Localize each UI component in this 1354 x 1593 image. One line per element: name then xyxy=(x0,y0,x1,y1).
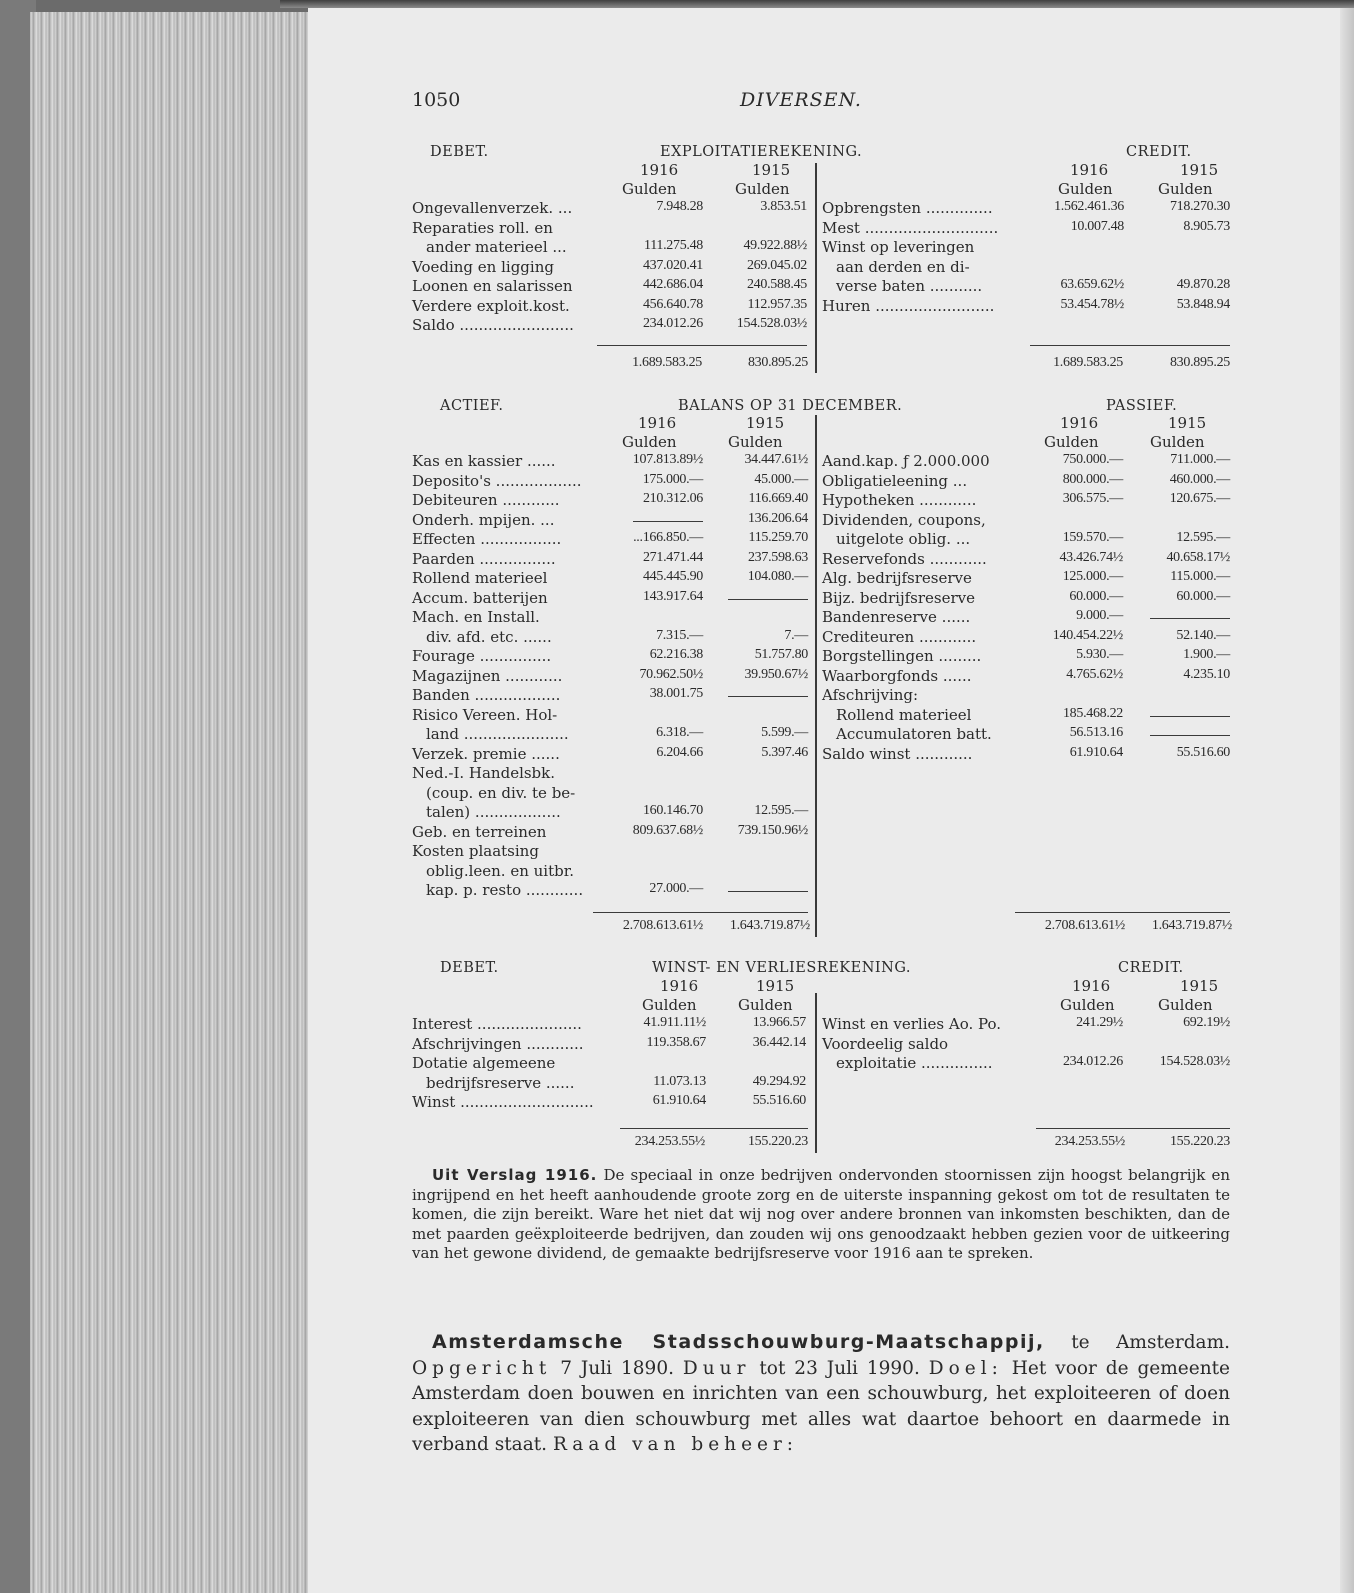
row-label: Ned.-I. Handelsbk. xyxy=(412,764,556,782)
value-1915: 5.397.46 xyxy=(761,744,808,760)
value-1916: 63.659.62½ xyxy=(1060,277,1124,292)
value-1915: 154.528.03½ xyxy=(736,316,807,331)
unit-right-1916: Gulden xyxy=(1060,996,1115,1014)
value-1915: 237.598.63 xyxy=(747,549,808,565)
row-label: Crediteuren ............ xyxy=(822,627,977,646)
opgericht-value: 7 Juli 1890. xyxy=(560,1357,674,1379)
value-1916: 53.454.78½ xyxy=(1060,296,1124,312)
value-1915: 718.270.30 xyxy=(1169,199,1230,214)
total-1915-left: 155.220.23 xyxy=(747,1134,808,1149)
value-1916: 1.562.461.36 xyxy=(1054,199,1124,214)
value-1915: 13.966.57 xyxy=(752,1015,806,1030)
page-stack-edges xyxy=(30,12,330,1593)
row-label: Deposito's .................. xyxy=(412,471,582,490)
raad-van-beheer-label: Raad van beheer: xyxy=(552,1434,799,1455)
row-label: Huren ......................... xyxy=(822,296,995,315)
value-1915: 7.— xyxy=(784,627,808,643)
value-1916: 43.426.74½ xyxy=(1059,549,1123,565)
value-1915: 460.000.— xyxy=(1169,471,1230,487)
year-1915-left: 1915 xyxy=(752,161,791,179)
actief-heading: ACTIEF. xyxy=(440,398,504,414)
row-label: Afschrijving: xyxy=(822,686,919,704)
value-1916: 234.012.26 xyxy=(642,316,703,331)
row-label: ander materieel ... xyxy=(426,238,567,256)
value-1915: 60.000.— xyxy=(1176,588,1230,604)
unit-left-1915: Gulden xyxy=(728,433,783,451)
value-1916: 9.000.— xyxy=(1076,608,1123,623)
unit-right-1915: Gulden xyxy=(1158,180,1213,198)
value-1915: 49.294.92 xyxy=(752,1073,806,1089)
value-1915: 739.150.96½ xyxy=(737,822,808,838)
section-title: BALANS OP 31 DECEMBER. xyxy=(678,398,903,414)
unit-right-1915: Gulden xyxy=(1158,996,1213,1014)
row-label: Accumulatoren batt. xyxy=(836,725,992,743)
unit-right-1915: Gulden xyxy=(1150,433,1205,451)
page-right-edge xyxy=(1340,8,1354,1593)
value-1916: 7.948.28 xyxy=(656,199,703,214)
year-1915-left: 1915 xyxy=(746,414,785,432)
value-1915: 112.957.35 xyxy=(747,296,807,312)
value-1916: 56.513.16 xyxy=(1069,725,1123,740)
value-1915: 53.848.94 xyxy=(1176,296,1230,312)
value-1915: 269.045.02 xyxy=(746,257,807,273)
unit-left-1915: Gulden xyxy=(738,996,793,1014)
doel-label: Doel: xyxy=(928,1357,1003,1379)
row-label: Fourage ............... xyxy=(412,647,552,665)
year-1915-right: 1915 xyxy=(1168,414,1207,432)
value-1916: 6.318.— xyxy=(656,725,703,740)
row-label: Waarborgfonds ...... xyxy=(822,666,972,685)
total-1916-right: 1.689.583.25 xyxy=(1053,355,1123,370)
total-1915-right: 155.220.23 xyxy=(1169,1134,1230,1149)
value-1916: 241.29½ xyxy=(1076,1015,1123,1030)
doel-text: Het voor de gemeente Amsterdam doen bouwen en inrichten van een schouwburg, het exploiteeren of doen exploiteeren van dien schouwburg met alles wat daartoe behoort en daarmede in verband staat. xyxy=(412,1357,1230,1455)
value-1915: 4.235.10 xyxy=(1183,666,1230,682)
row-label: Rollend materieel xyxy=(412,569,548,587)
value-1915: 39.950.67½ xyxy=(744,666,808,682)
value-1915: 104.080.— xyxy=(747,569,808,584)
value-1915: 240.588.45 xyxy=(746,277,807,292)
value-1916: ...166.850.— xyxy=(633,530,703,545)
value-1916: 140.454.22½ xyxy=(1052,627,1123,643)
row-label: Accum. batterijen xyxy=(412,588,548,607)
row-label: Bijz. bedrijfsreserve xyxy=(822,588,976,607)
column-divider xyxy=(815,415,817,937)
opgericht-label: Opgericht xyxy=(412,1357,552,1379)
empty-value-dash xyxy=(728,696,808,697)
total-rule-left xyxy=(593,912,808,913)
year-1916-left: 1916 xyxy=(660,977,699,995)
value-1916: 185.468.22 xyxy=(1062,705,1123,721)
row-label: Opbrengsten .............. xyxy=(822,199,993,217)
value-1916: 11.073.13 xyxy=(653,1073,706,1089)
row-label: Saldo winst ............ xyxy=(822,744,973,763)
row-label: Rollend materieel xyxy=(836,705,972,724)
row-label: uitgelote oblig. ... xyxy=(836,530,971,548)
value-1916: 809.637.68½ xyxy=(632,822,703,838)
value-1916: 143.917.64 xyxy=(642,588,703,604)
total-1916-right: 234.253.55½ xyxy=(1054,1134,1125,1149)
unit-right-1916: Gulden xyxy=(1044,433,1099,451)
unit-right-1916: Gulden xyxy=(1058,180,1113,198)
unit-left-1916: Gulden xyxy=(622,180,677,198)
page-title: DIVERSEN. xyxy=(740,89,862,111)
row-label: Mach. en Install. xyxy=(412,608,540,626)
empty-value-dash xyxy=(1150,735,1230,736)
empty-value-dash xyxy=(728,891,808,892)
row-label: Obligatieleening ... xyxy=(822,471,968,490)
duur-value: tot 23 Juli 1990. xyxy=(759,1357,920,1379)
value-1915: 116.669.40 xyxy=(748,491,808,506)
value-1916: 437.020.41 xyxy=(642,257,703,273)
value-1915: 52.140.— xyxy=(1176,627,1230,643)
row-label: div. afd. etc. ...... xyxy=(426,627,552,646)
value-1916: 61.910.64 xyxy=(1069,744,1123,760)
row-label: (coup. en div. te be- xyxy=(426,783,576,802)
row-label: verse baten ........... xyxy=(836,277,983,295)
value-1916: 160.146.70 xyxy=(642,803,703,818)
unit-left-1916: Gulden xyxy=(622,433,677,451)
value-1915: 692.19½ xyxy=(1183,1015,1230,1030)
value-1915: 711.000.— xyxy=(1170,452,1230,467)
value-1915: 49.870.28 xyxy=(1176,277,1230,292)
credit-heading: CREDIT. xyxy=(1126,144,1192,160)
row-label: Afschrijvingen ............ xyxy=(412,1034,584,1053)
row-label: bedrijfsreserve ...... xyxy=(426,1073,575,1092)
empty-value-dash xyxy=(1150,618,1230,619)
value-1915: 49.922.88½ xyxy=(743,238,807,253)
total-rule-left xyxy=(620,1128,808,1129)
year-1915-right: 1915 xyxy=(1180,161,1219,179)
duur-label: Duur xyxy=(682,1357,751,1379)
row-label: Paarden ................ xyxy=(412,549,556,568)
total-rule-left xyxy=(597,345,807,346)
column-divider xyxy=(815,163,817,373)
value-1915: 51.757.80 xyxy=(754,647,808,662)
row-label: Dividenden, coupons, xyxy=(822,510,986,529)
year-1915-right: 1915 xyxy=(1180,977,1219,995)
value-1915: 154.528.03½ xyxy=(1159,1054,1230,1069)
value-1916: 445.445.90 xyxy=(642,569,703,584)
row-label: Reparaties roll. en xyxy=(412,218,553,237)
verslag-heading: Uit Verslag 1916. xyxy=(432,1166,598,1184)
value-1916: 62.216.38 xyxy=(649,647,703,662)
total-1915-right: 1.643.719.87½ xyxy=(1151,918,1232,933)
row-label: exploitatie ............... xyxy=(836,1054,993,1072)
total-rule-right xyxy=(1015,912,1230,913)
row-label: oblig.leen. en uitbr. xyxy=(426,861,575,880)
year-1916-left: 1916 xyxy=(640,161,679,179)
total-rule-right xyxy=(1036,1128,1230,1129)
row-label: Winst op leveringen xyxy=(822,238,975,256)
row-label: land ...................... xyxy=(426,725,569,743)
row-label: Geb. en terreinen xyxy=(412,822,547,841)
value-1915: 136.206.64 xyxy=(747,510,808,526)
value-1915: 12.595.— xyxy=(1176,530,1230,545)
value-1915: 34.447.61½ xyxy=(744,452,808,467)
value-1916: 7.315.— xyxy=(656,627,703,643)
value-1915: 40.658.17½ xyxy=(1166,549,1230,565)
value-1916: 306.575.— xyxy=(1062,491,1123,506)
value-1916: 750.000.— xyxy=(1062,452,1123,467)
passief-heading: PASSIEF. xyxy=(1106,398,1178,414)
row-label: Voeding en ligging xyxy=(412,257,554,276)
company-location: te Amsterdam. xyxy=(1071,1332,1230,1353)
row-label: Hypotheken ............ xyxy=(822,491,977,509)
row-label: Interest ...................... xyxy=(412,1015,582,1033)
row-label: Aand.kap. ƒ 2.000.000 xyxy=(822,452,990,470)
row-label: Effecten ................. xyxy=(412,530,562,548)
value-1915: 55.516.60 xyxy=(1176,744,1230,760)
value-1916: 111.275.48 xyxy=(644,238,703,253)
row-label: Voordeelig saldo xyxy=(822,1034,949,1053)
value-1915: 8.905.73 xyxy=(1183,218,1230,234)
verslag-text: De speciaal in onze bedrijven ondervonden stoornissen zijn hoogst belangrijk en ingrijpend en het heeft aanhoudende groote zorg en de uiterste inspanning gekost om tot de resultaten te komen, die zijn bereikt. Ware het niet dat wij nog over andere bronnen van inkomsten beschikten, dan de met paarden geëxploiteerde bedrijven, dan zouden wij ons genoodzaakt hebben gezien voor de uitkeering van het gewone dividend, de gemaakte bedrijfsreserve voor 1916 aan te spreken. xyxy=(412,1166,1230,1262)
debet-heading: DEBET. xyxy=(430,144,489,160)
value-1916: 442.686.04 xyxy=(642,277,703,292)
value-1915: 5.599.— xyxy=(761,725,808,740)
section-title: WINST- EN VERLIESREKENING. xyxy=(652,960,911,976)
total-rule-right xyxy=(1030,345,1230,346)
verslag-paragraph xyxy=(412,1166,1230,1264)
value-1916: 61.910.64 xyxy=(652,1093,706,1108)
value-1916: 159.570.— xyxy=(1062,530,1123,545)
section-title: EXPLOITATIEREKENING. xyxy=(660,144,863,160)
empty-value-dash xyxy=(728,599,808,600)
value-1916: 125.000.— xyxy=(1062,569,1123,584)
row-label: Magazijnen ............ xyxy=(412,666,563,685)
value-1915: 3.853.51 xyxy=(760,199,807,214)
value-1915: 36.442.14 xyxy=(752,1034,806,1050)
row-label: Winst en verlies Ao. Po. xyxy=(822,1015,1002,1033)
row-label: Debiteuren ............ xyxy=(412,491,560,509)
credit-heading: CREDIT. xyxy=(1118,960,1184,976)
row-label: Ongevallenverzek. ... xyxy=(412,199,573,217)
row-label: aan derden en di- xyxy=(836,257,970,276)
total-1915-right: 830.895.25 xyxy=(1169,355,1230,370)
company-name: Amsterdamsche Stadsschouwburg-Maatschappij, xyxy=(432,1331,1045,1353)
value-1915: 120.675.— xyxy=(1169,491,1230,506)
value-1915: 1.900.— xyxy=(1183,647,1230,662)
year-1916-left: 1916 xyxy=(638,414,677,432)
total-1915-left: 1.643.719.87½ xyxy=(729,918,810,933)
year-1916-right: 1916 xyxy=(1072,977,1111,995)
value-1916: 234.012.26 xyxy=(1062,1054,1123,1069)
row-label: Saldo ........................ xyxy=(412,316,574,334)
company-entry xyxy=(412,1330,1230,1458)
row-label: kap. p. resto ............ xyxy=(426,881,584,899)
row-label: Bandenreserve ...... xyxy=(822,608,971,626)
row-label: Banden .................. xyxy=(412,686,561,704)
total-1916-left: 2.708.613.61½ xyxy=(622,918,703,933)
total-1915-left: 830.895.25 xyxy=(747,355,808,370)
row-label: Loonen en salarissen xyxy=(412,277,573,295)
page-top-shadow xyxy=(280,0,1354,8)
value-1916: 27.000.— xyxy=(649,881,703,896)
total-1916-left: 1.689.583.25 xyxy=(632,355,702,370)
value-1916: 210.312.06 xyxy=(642,491,703,506)
row-label: Winst ............................ xyxy=(412,1093,594,1111)
value-1916: 119.358.67 xyxy=(646,1034,706,1050)
total-1916-right: 2.708.613.61½ xyxy=(1044,918,1125,933)
row-label: Reservefonds ............ xyxy=(822,549,987,568)
value-1916: 70.962.50½ xyxy=(639,666,703,682)
value-1916: 10.007.48 xyxy=(1070,218,1124,234)
value-1915: 115.259.70 xyxy=(748,530,808,545)
value-1916: 60.000.— xyxy=(1069,588,1123,604)
value-1916: 107.813.89½ xyxy=(632,452,703,467)
row-label: Risico Vereen. Hol- xyxy=(412,705,558,724)
row-label: Kosten plaatsing xyxy=(412,842,539,860)
year-1915-left: 1915 xyxy=(756,977,795,995)
value-1916: 800.000.— xyxy=(1062,471,1123,487)
value-1916: 38.001.75 xyxy=(649,686,703,701)
column-divider xyxy=(815,993,817,1153)
page-number: 1050 xyxy=(412,89,461,111)
value-1916: 271.471.44 xyxy=(642,549,703,565)
row-label: Borgstellingen ......... xyxy=(822,647,982,665)
row-label: talen) .................. xyxy=(426,803,561,821)
year-1916-right: 1916 xyxy=(1070,161,1109,179)
empty-value-dash xyxy=(1150,716,1230,717)
value-1916: 456.640.78 xyxy=(642,296,703,312)
value-1916: 175.000.— xyxy=(642,471,703,487)
value-1915: 115.000.— xyxy=(1170,569,1230,584)
year-1916-right: 1916 xyxy=(1060,414,1099,432)
value-1915: 55.516.60 xyxy=(752,1093,806,1108)
row-label: Verdere exploit.kost. xyxy=(412,296,570,315)
value-1916: 5.930.— xyxy=(1076,647,1123,662)
debet-heading: DEBET. xyxy=(440,960,499,976)
row-label: Mest ............................ xyxy=(822,218,999,237)
row-label: Alg. bedrijfsreserve xyxy=(822,569,972,587)
row-label: Dotatie algemeene xyxy=(412,1054,556,1072)
value-1915: 45.000.— xyxy=(754,471,808,487)
value-1916: 41.911.11½ xyxy=(643,1015,706,1030)
value-1915: 12.595.— xyxy=(754,803,808,818)
total-1916-left: 234.253.55½ xyxy=(634,1134,705,1149)
unit-left-1915: Gulden xyxy=(735,180,790,198)
value-1916: 4.765.62½ xyxy=(1066,666,1123,682)
unit-left-1916: Gulden xyxy=(642,996,697,1014)
row-label: Onderh. mpijen. ... xyxy=(412,510,555,529)
value-1916: 6.204.66 xyxy=(656,744,703,760)
row-label: Verzek. premie ...... xyxy=(412,744,560,763)
row-label: Kas en kassier ...... xyxy=(412,452,556,470)
